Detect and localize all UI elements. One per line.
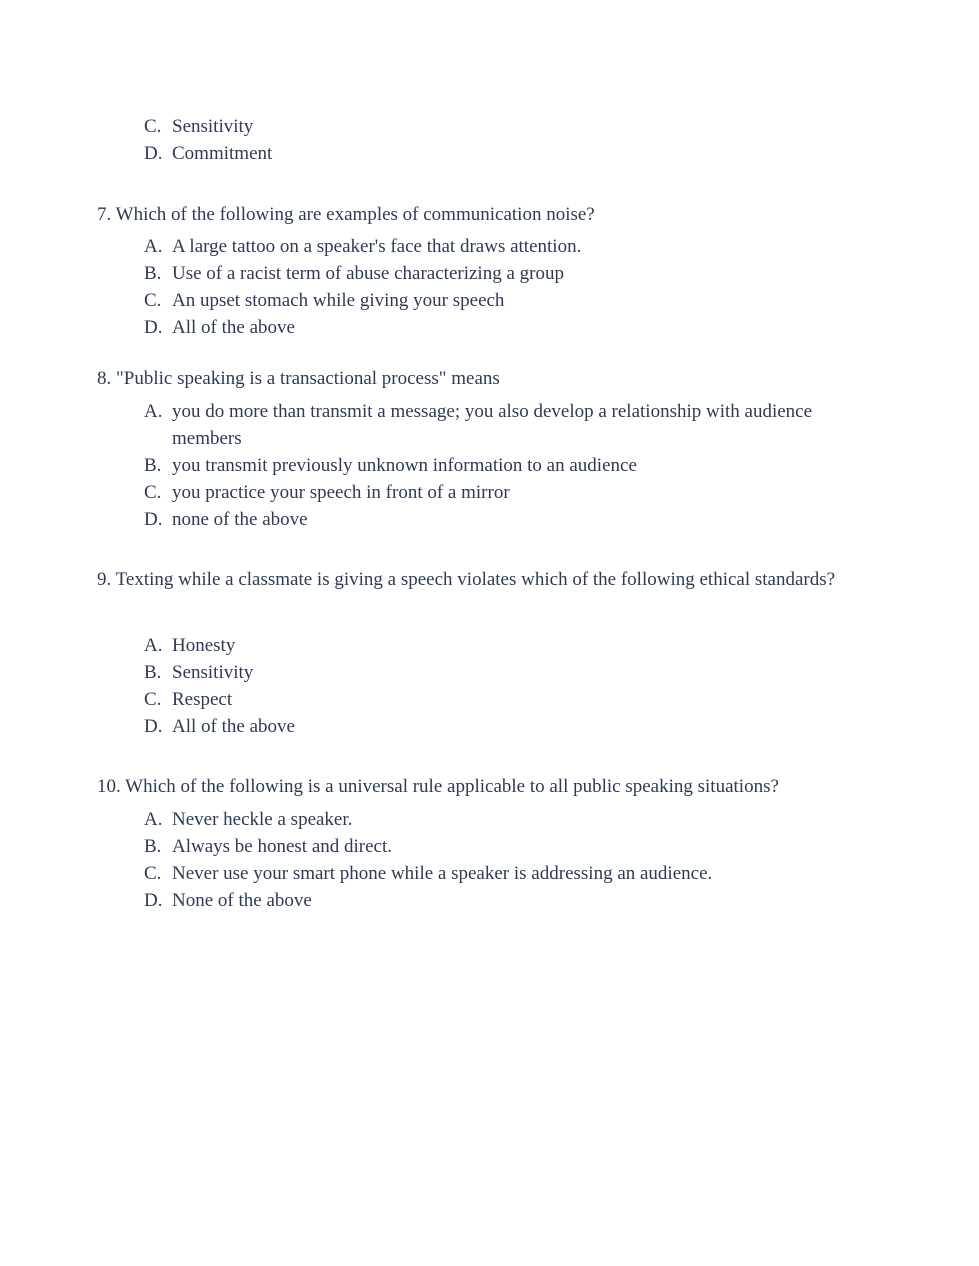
option-text: Never use your smart phone while a speaker is addressing an audience. (172, 863, 713, 884)
question-9-options (0, 632, 979, 740)
question-10: 10. Which of the following is a universal rule applicable to all public speaking situations? (97, 776, 779, 797)
option-item (0, 860, 979, 887)
option-text: Never heckle a speaker. (172, 809, 353, 830)
option-text: you do more than transmit a message; you also develop a relationship with audience members (172, 401, 813, 449)
option-letter: C. (144, 689, 162, 710)
option-letter: C. (144, 116, 162, 137)
option-text: none of the above (172, 509, 308, 530)
option-item (0, 140, 979, 167)
option-item (0, 479, 979, 506)
option-text: Sensitivity (172, 662, 254, 683)
option-text: An upset stomach while giving your speech (172, 290, 505, 311)
option-item (0, 287, 979, 314)
option-letter: C. (144, 863, 162, 884)
option-text: Sensitivity (172, 116, 254, 137)
question-8-options (0, 398, 979, 533)
option-letter: B. (144, 263, 162, 284)
question-10-options (0, 806, 979, 914)
option-text: Respect (172, 689, 233, 710)
option-item (0, 806, 979, 833)
option-letter: A. (144, 401, 163, 422)
option-letter: D. (144, 509, 163, 530)
option-item (0, 113, 979, 140)
option-text: you practice your speech in front of a mirror (172, 482, 510, 503)
option-text: you transmit previously unknown information to an audience (172, 455, 637, 476)
option-letter: B. (144, 836, 162, 857)
option-text: A large tattoo on a speaker's face that draws attention. (172, 236, 582, 257)
question-7: 7. Which of the following are examples of communication noise? (97, 204, 595, 225)
option-item (0, 506, 979, 533)
option-letter: C. (144, 482, 162, 503)
option-text: All of the above (172, 317, 295, 338)
option-text: All of the above (172, 716, 295, 737)
option-item (0, 887, 979, 914)
option-item (0, 632, 979, 659)
option-item (0, 686, 979, 713)
option-item (0, 233, 979, 260)
option-text: Use of a racist term of abuse characterizing a group (172, 263, 564, 284)
option-letter: A. (144, 635, 163, 656)
option-text: Commitment (172, 143, 273, 164)
option-letter: D. (144, 317, 163, 338)
question-9: 9. Texting while a classmate is giving a speech violates which of the following ethical standards? (97, 569, 836, 590)
option-letter: B. (144, 455, 162, 476)
option-item (0, 314, 979, 341)
option-item (0, 260, 979, 287)
option-text: None of the above (172, 890, 312, 911)
option-letter: C. (144, 290, 162, 311)
option-letter: B. (144, 662, 162, 683)
option-item (0, 659, 979, 686)
option-letter: D. (144, 143, 163, 164)
option-letter: D. (144, 716, 163, 737)
option-item (0, 833, 979, 860)
carryover-options (0, 113, 979, 167)
question-8: 8. "Public speaking is a transactional process" means (97, 368, 500, 389)
option-item (0, 452, 979, 479)
option-item (0, 713, 979, 740)
option-letter: D. (144, 890, 163, 911)
question-7-options (0, 233, 979, 341)
option-item (0, 398, 979, 452)
option-text: Honesty (172, 635, 236, 656)
option-text: Always be honest and direct. (172, 836, 393, 857)
option-letter: A. (144, 236, 163, 257)
option-letter: A. (144, 809, 163, 830)
